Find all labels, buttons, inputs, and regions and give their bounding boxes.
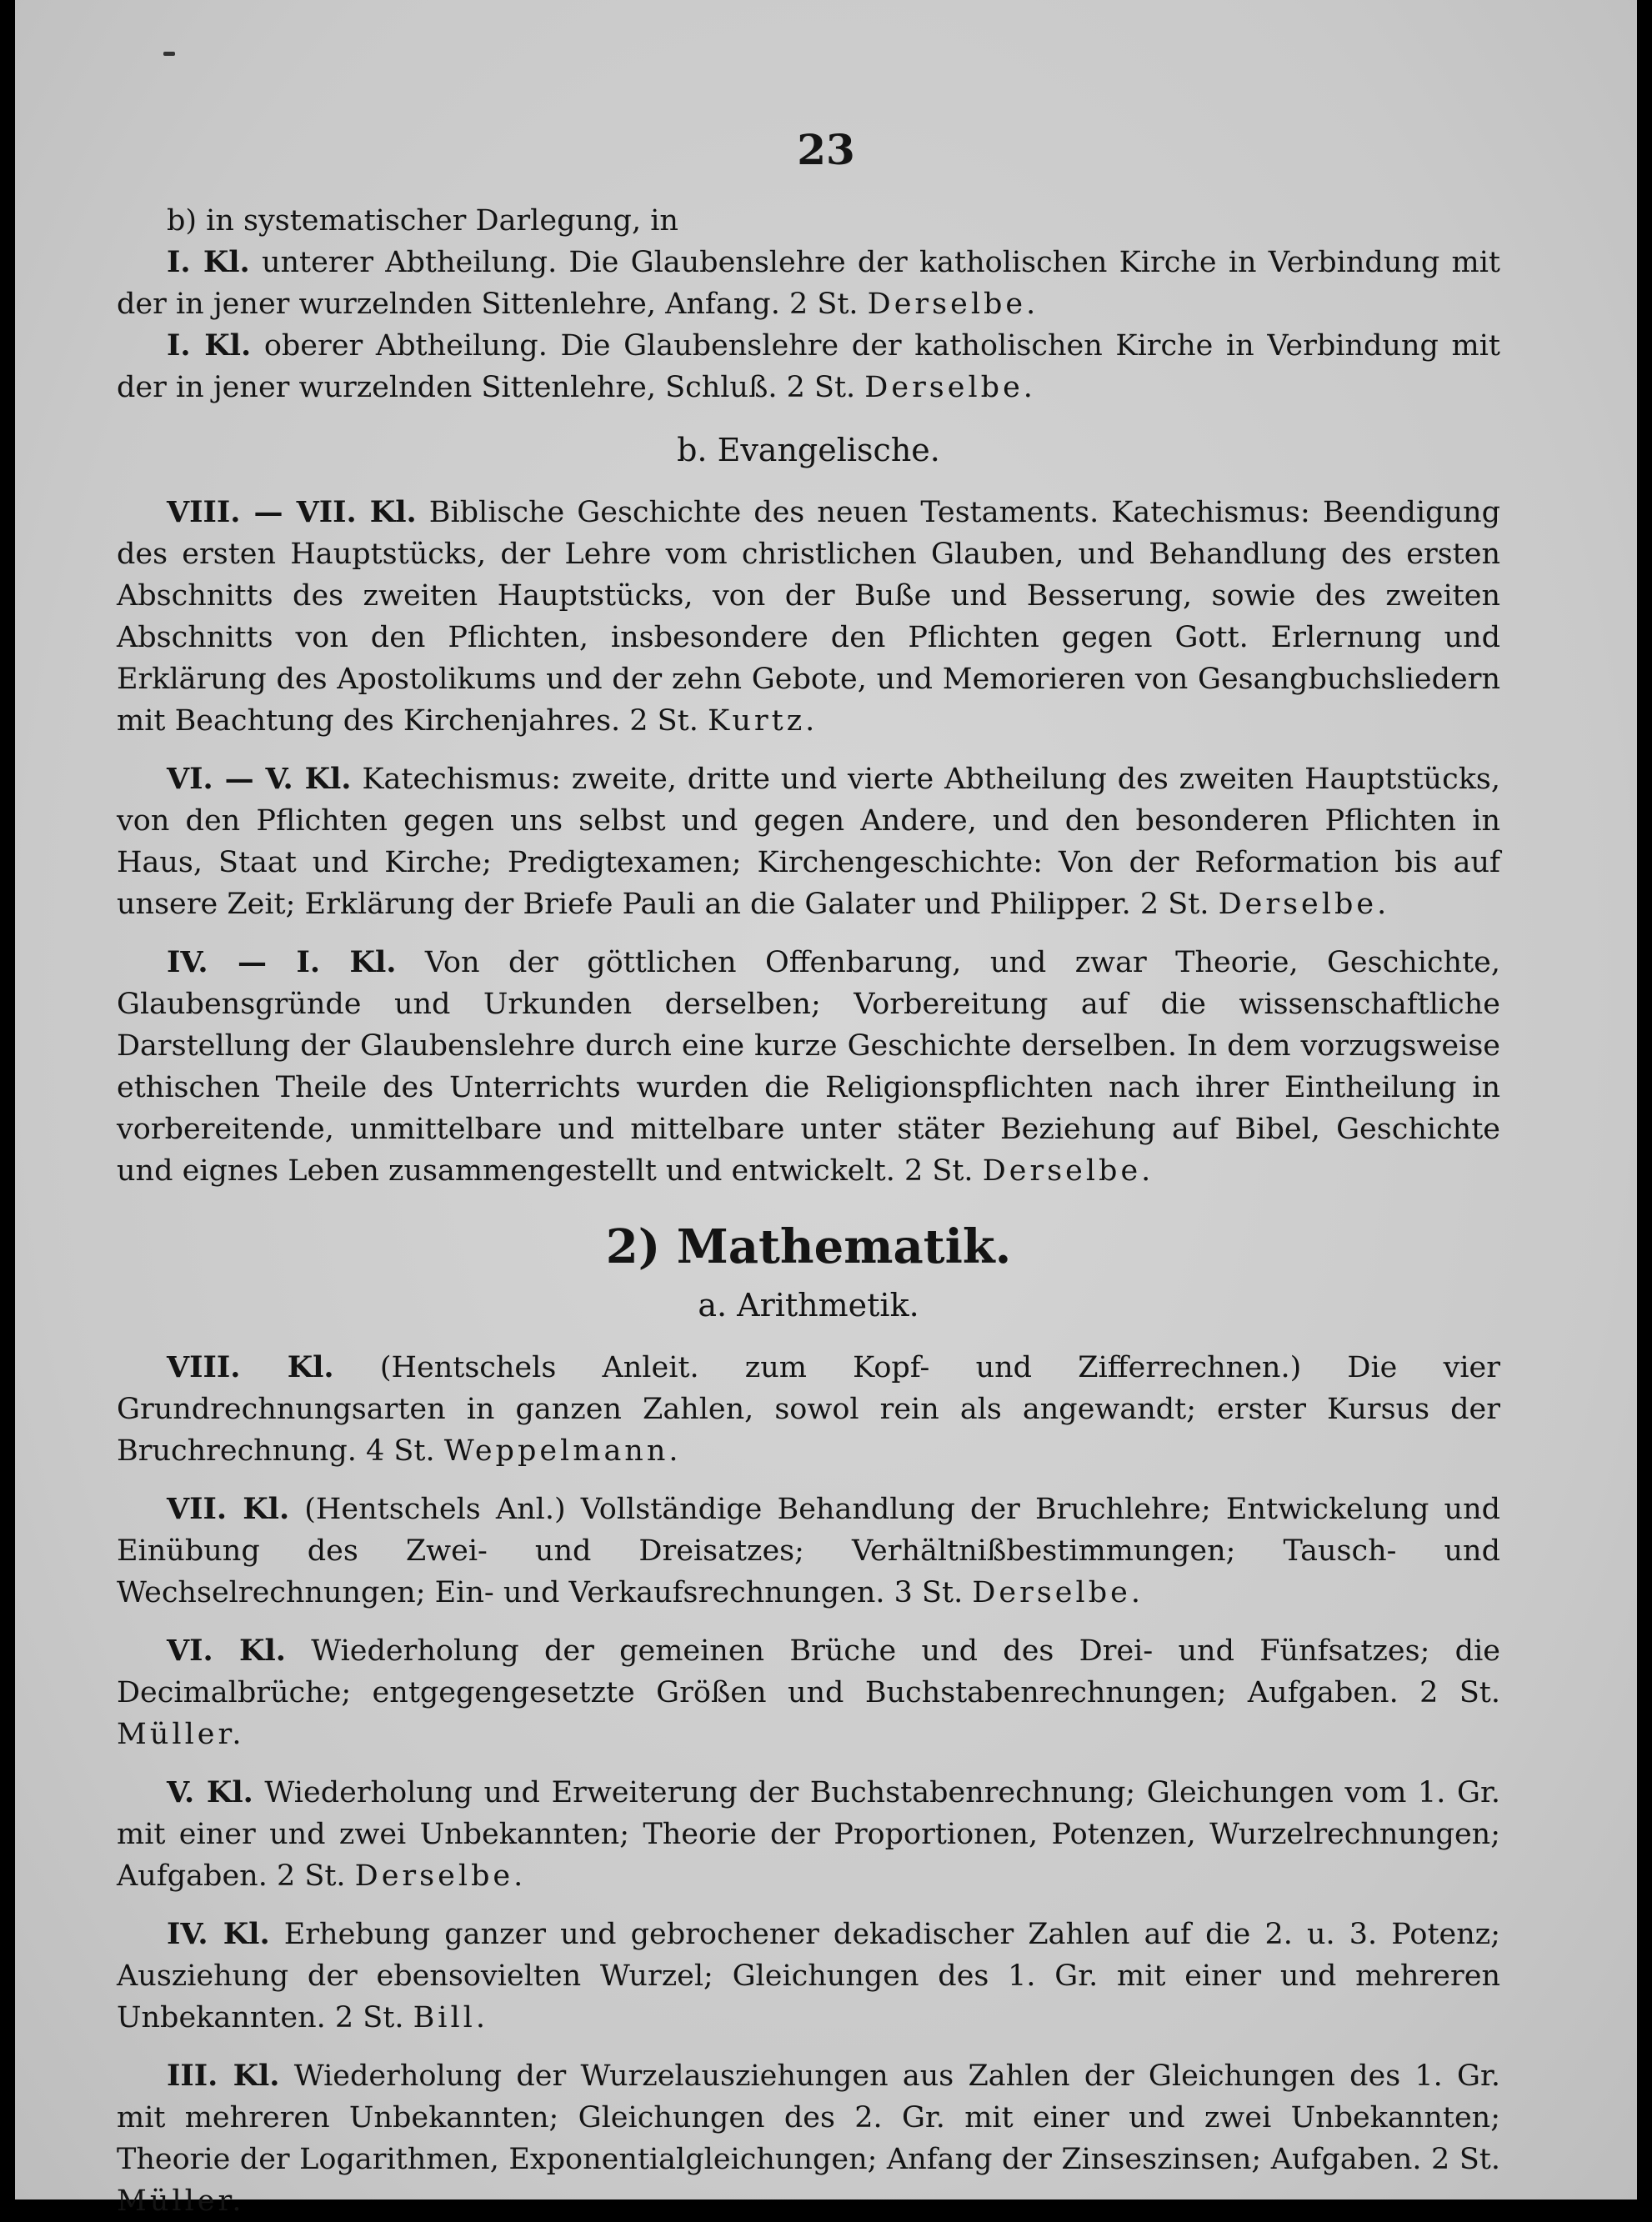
heading-evangelische: b. Evangelische.	[677, 432, 940, 468]
paragraph-class-iii	[117, 2055, 1500, 2222]
page-body	[117, 200, 1500, 2222]
paragraph-class-vii	[117, 1489, 1500, 1614]
heading-mathematik: 2) Mathematik.	[605, 1219, 1012, 1274]
teacher-name: Bill.	[413, 2001, 489, 2034]
paragraph-class-viii	[117, 1347, 1500, 1472]
heading-arithmetik: a. Arithmetik.	[698, 1287, 919, 1324]
class-label: IV. — I. Kl.	[167, 945, 397, 979]
class-label: VI. Kl.	[167, 1634, 286, 1668]
paragraph-systematic-intro: b) in systematischer Darlegung, in	[167, 204, 678, 238]
teacher-name: Weppelmann.	[443, 1434, 682, 1468]
paragraph-text: (Hentschels Anl.) Vollständige Behandlung der Bruchlehre; Entwickelung und Einübung des Zwei- und Dreisatzes; Verhältnißbestimmungen; Tausch- und Wechselrechnungen; Ein- und Verkaufsrechnungen. 3 St.	[117, 1493, 1501, 1609]
teacher-name: Derselbe.	[864, 371, 1036, 404]
paragraph-class-i-upper	[117, 325, 1500, 408]
paragraph-text: Katechismus: zweite, dritte und vierte Abtheilung des zweiten Hauptstücks, von den Pflichten gegen uns selbst und gegen Andere, und den besonderen Pflichten in Haus, Staat und Kirche; Predigtexamen; Kirchengeschichte: Von der Reformation bis auf unsere Zeit; Erklärung der Briefe Pauli an die Galater und Philipper. 2 St.	[117, 763, 1500, 921]
page-number: 23	[797, 125, 855, 174]
scanned-page	[15, 0, 1637, 2218]
class-label: I. Kl.	[167, 328, 252, 363]
paragraph-class-iv-i	[117, 942, 1500, 1192]
paragraph-text: Wiederholung und Erweiterung der Buchstabenrechnung; Gleichungen vom 1. Gr. mit einer und zwei Unbekannten; Theorie der Proportionen, Potenzen, Wurzelrechnungen; Aufgaben. 2 St.	[117, 1776, 1500, 1893]
paragraph-class-vi	[117, 1630, 1500, 1755]
paragraph-class-vi-v	[117, 758, 1500, 925]
teacher-name: Derselbe.	[1218, 888, 1390, 921]
class-label: I. Kl.	[167, 245, 250, 279]
teacher-name: Müller.	[117, 2184, 245, 2218]
paragraph-text: Von der göttlichen Offenbarung, und zwar Theorie, Geschichte, Glaubensgründe und Urkunden derselben; Vorbereitung auf die wissenschaftliche Darstellung der Glaubenslehre durch eine kurze Geschichte derselben. In dem vorzugsweise ethischen Theile des Unterrichts wurden die Religionspflichten nach ihrer Eintheilung in vorbereitende, unmittelbare und mittelbare unter stäter Beziehung auf Bibel, Geschichte und eignes Leben zusammengestellt und entwickelt. 2 St.	[117, 946, 1500, 1188]
paragraph-class-viii-vii	[117, 492, 1500, 742]
paragraph-text: oberer Abtheilung. Die Glaubenslehre der katholischen Kirche in Verbindung mit der in jener wurzelnden Sittenlehre, Schluß. 2 St.	[117, 329, 1500, 404]
class-label: IV. Kl.	[167, 1917, 270, 1951]
paragraph-class-v	[117, 1772, 1500, 1897]
class-label: III. Kl.	[167, 2059, 280, 2093]
class-label: VIII. — VII. Kl.	[167, 495, 417, 529]
paragraph-class-iv	[117, 1914, 1500, 2039]
teacher-name: Derselbe.	[972, 1576, 1144, 1609]
paragraph-text: (Hentschels Anleit. zum Kopf- und Zifferrechnen.) Die vier Grundrechnungsarten in ganzen Zahlen, sowol rein als angewandt; erster Kursus der Bruchrechnung. 4 St.	[117, 1351, 1501, 1468]
class-label: VI. — V. Kl.	[167, 762, 352, 796]
teacher-name: Kurtz.	[707, 704, 818, 738]
teacher-name: Derselbe.	[982, 1154, 1154, 1188]
class-label: VIII. Kl.	[167, 1350, 334, 1384]
class-label: VII. Kl.	[167, 1492, 290, 1526]
paragraph-text: unterer Abtheilung. Die Glaubenslehre der katholischen Kirche in Verbindung mit der in jener wurzelnden Sittenlehre, Anfang. 2 St.	[117, 246, 1500, 321]
paragraph-text: Wiederholung der gemeinen Brüche und des Drei- und Fünfsatzes; die Decimalbrüche; entgegengesetzte Größen und Buchstabenrechnungen; Aufgaben. 2 St.	[117, 1634, 1500, 1709]
ink-mark	[163, 52, 175, 56]
teacher-name: Derselbe.	[867, 288, 1039, 321]
teacher-name: Derselbe.	[354, 1859, 527, 1893]
paragraph-class-i-lower	[117, 242, 1500, 325]
paragraph-text: Wiederholung der Wurzelausziehungen aus Zahlen der Gleichungen des 1. Gr. mit mehreren Unbekannten; Gleichungen des 2. Gr. mit einer und zwei Unbekannten; Theorie der Logarithmen, Exponentialgleichungen; Anfang der Zinseszinsen; Aufgaben. 2 St.	[117, 2059, 1500, 2176]
teacher-name: Müller.	[117, 1718, 245, 1751]
class-label: V. Kl.	[167, 1775, 253, 1809]
paragraph-text: Biblische Geschichte des neuen Testaments. Katechismus: Beendigung des ersten Hauptstücks, der Lehre vom christlichen Glauben, und Behandlung des ersten Abschnitts des zweiten Hauptstücks, von der Buße und Besserung, sowie des zweiten Abschnitts von den Pflichten, insbesondere den Pflichten gegen Gott. Erlernung und Erklärung des Apostolikums und der zehn Gebote, und Memorieren von Gesangbuchsliedern mit Beachtung des Kirchenjahres. 2 St.	[117, 496, 1500, 738]
paragraph-text: Erhebung ganzer und gebrochener dekadischer Zahlen auf die 2. u. 3. Potenz; Ausziehung der ebensovielten Wurzel; Gleichungen des 1. Gr. mit einer und mehreren Unbekannten. 2 St.	[117, 1918, 1500, 2034]
